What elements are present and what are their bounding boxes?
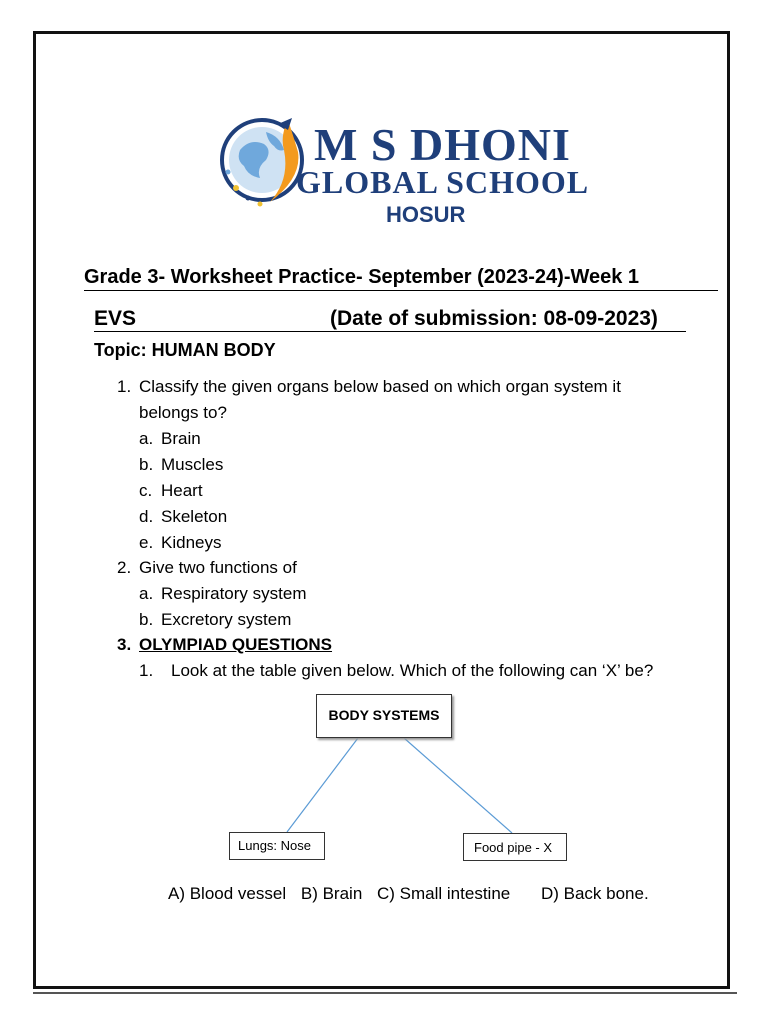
option-item	[139, 533, 221, 553]
answer-choices	[168, 884, 659, 904]
option-letter: c.	[139, 481, 153, 500]
question-text: Look at the table given below. Which of the following can ‘X’ be?	[171, 661, 654, 680]
question-2	[117, 558, 297, 578]
worksheet-heading: Grade 3- Worksheet Practice- September (2023-24)-Week 1	[84, 266, 718, 291]
option-item	[139, 610, 291, 630]
page-border-shadow	[33, 992, 737, 994]
diagram-main-box: BODY SYSTEMS	[316, 694, 452, 738]
logo-location: HOSUR	[386, 202, 466, 227]
school-logo	[214, 110, 654, 234]
subject-line	[94, 307, 686, 332]
question-number: 1.	[117, 377, 132, 396]
option-text: Brain	[161, 429, 201, 448]
olympiad-title: OLYMPIAD QUESTIONS	[139, 635, 333, 654]
question-1-continued: belongs to?	[139, 403, 227, 422]
question-1	[117, 377, 621, 397]
logo-subtitle: GLOBAL SCHOOL	[296, 164, 590, 200]
logo-title: M S DHONI	[314, 119, 571, 170]
option-letter: d.	[139, 507, 154, 526]
answer-option: D) Back bone.	[540, 884, 649, 903]
option-letter: a.	[139, 429, 154, 448]
option-letter: b.	[139, 610, 154, 629]
answer-option: C) Small intestine	[377, 884, 511, 903]
question-number: 1.	[139, 661, 154, 680]
option-letter: e.	[139, 533, 154, 552]
question-3	[117, 635, 332, 655]
option-text: Muscles	[161, 455, 224, 474]
olympiad-question-1	[139, 661, 653, 681]
option-item	[139, 481, 203, 501]
option-text: Respiratory system	[161, 584, 307, 603]
option-text: Excretory system	[161, 610, 292, 629]
diagram-left-box: Lungs: Nose	[229, 832, 325, 860]
question-text: Classify the given organs below based on which organ system it	[139, 377, 621, 396]
option-item	[139, 507, 227, 527]
option-letter: b.	[139, 455, 154, 474]
option-text: Skeleton	[161, 507, 228, 526]
option-text: Heart	[161, 481, 203, 500]
option-item	[139, 455, 223, 475]
question-number: 2.	[117, 558, 132, 577]
submission-date: (Date of submission: 08-09-2023)	[330, 307, 658, 330]
question-text: Give two functions of	[139, 558, 297, 577]
topic-title: Topic: HUMAN BODY	[94, 340, 276, 360]
option-letter: a.	[139, 584, 154, 603]
diagram-right-box: Food pipe - X	[463, 833, 567, 861]
answer-option: A) Blood vessel	[168, 884, 287, 903]
subject-name: EVS	[94, 307, 137, 330]
option-text: Kidneys	[161, 533, 222, 552]
option-item	[139, 584, 306, 604]
answer-option: B) Brain	[300, 884, 363, 903]
option-item	[139, 429, 201, 449]
question-number: 3.	[117, 635, 132, 654]
